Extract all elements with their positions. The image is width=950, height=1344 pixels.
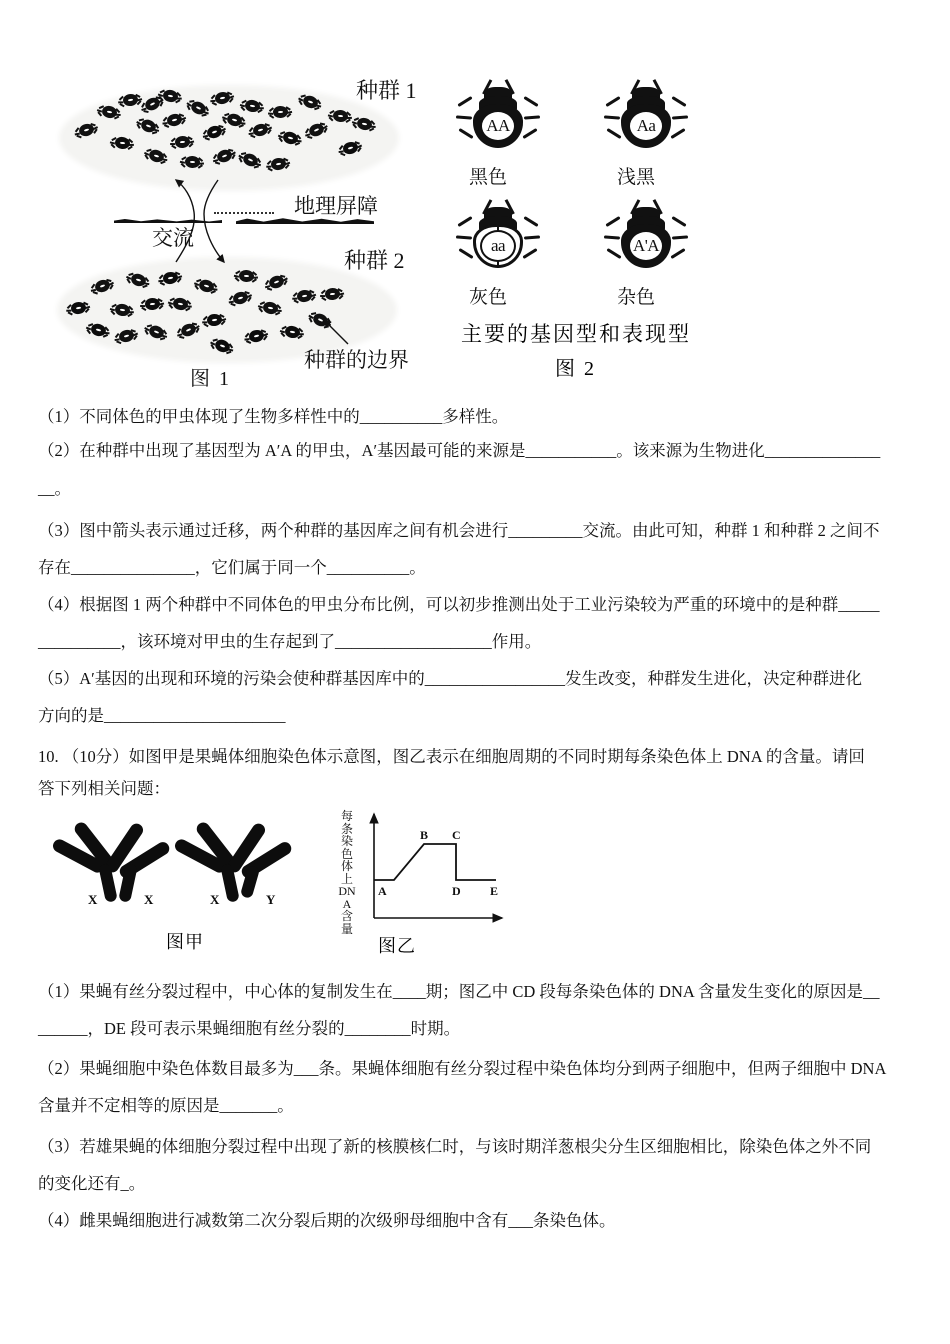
beetle-icon: [113, 136, 131, 150]
beetle-icon: [243, 99, 262, 113]
figure-yi-caption: 图乙: [378, 936, 416, 956]
chart-point-label-B: B: [420, 828, 429, 842]
genotype-label: AA: [480, 110, 516, 142]
chart-point-label-C: C: [452, 828, 461, 842]
figure-1-caption: 图 1: [190, 368, 231, 390]
question-10-1: （1）果蝇有丝分裂过程中，中心体的复制发生在____期；图乙中 CD 段每条染色体的 DNA 含量发生变化的原因是__: [38, 982, 880, 1001]
figure-block-top: [0, 62, 950, 392]
label-population-1: 种群 1: [356, 78, 417, 103]
chart-data-line: [374, 844, 496, 880]
beetle-icon: [238, 269, 256, 282]
question-9-3-cont: 存在_______________，它们属于同一个__________。: [38, 558, 426, 577]
question-9-3: （3）图中箭头表示通过迁移，两个种群的基因库之间有机会进行_________交流。由此可知，种群 1 和种群 2 之间不: [38, 521, 880, 540]
question-10-3-cont: 的变化还有_。: [38, 1174, 146, 1193]
question-10-stem: 10. （10分）如图甲是果蝇体细胞染色体示意图，图乙表示在细胞周期的不同时期每条染色体上 DNA 的含量。请回: [38, 747, 865, 766]
genotype-label: Aa: [628, 110, 664, 142]
question-9-4-cont: __________，该环境对甲虫的生存起到了___________________作用。: [38, 632, 542, 651]
karyotype-female-cell: [66, 808, 184, 916]
chart-point-label-A: A: [378, 884, 387, 898]
question-9-4: （4）根据图 1 两个种群中不同体色的甲虫分布比例，可以初步推测出处于工业污染较为严重的环境中的是种群_____: [38, 595, 880, 614]
figure-2-genotypes: [455, 78, 745, 390]
genotype-label: A'A: [628, 230, 664, 262]
beetle-icon: [331, 109, 349, 123]
phenotype-label: 浅黑: [617, 167, 656, 188]
beetle-genotype-Aa: [613, 78, 679, 156]
beetle-genotype-A-prime-A: [613, 198, 679, 276]
question-9-2-cont: __。: [38, 479, 71, 498]
figure-1-populations: [56, 62, 456, 392]
figure-2-caption: 主要的基因型和表现型: [461, 322, 691, 346]
beetle-genotype-aa: [465, 198, 531, 276]
question-10-2: （2）果蝇细胞中染色体数目最多为___条。果蝇体细胞有丝分裂过程中染色体均分到两子细胞中，但两子细胞中 DNA: [38, 1059, 887, 1078]
beetle-icon: [283, 325, 302, 339]
question-10-1-cont: ______，DE 段可表示果蝇细胞有丝分裂的________时期。: [38, 1019, 461, 1038]
sex-chromosome-label-left: X: [88, 892, 98, 907]
question-9-5-cont: 方向的是______________________: [38, 706, 286, 725]
question-9-2: （2）在种群中出现了基因型为 A′A 的甲虫，A′基因最可能的来源是___________。该来源为生物进化______________: [38, 441, 881, 460]
question-9-5: （5）A′基因的出现和环境的污染会使种群基因库中的_________________发生改变，种群发生进化，决定种群进化: [38, 669, 863, 688]
question-10-stem-cont: 答下列相关问题：: [38, 779, 170, 798]
figure-jia-karyotype: [62, 808, 322, 966]
sex-chromosome-label-right: Y: [266, 892, 276, 907]
sex-chromosome-label-left: X: [210, 892, 220, 907]
chart-y-axis-label: 每条染色体上DNA含量: [338, 809, 356, 936]
karyotype-male-cell: [188, 808, 306, 916]
question-10-2-cont: 含量并不定相等的原因是_______。: [38, 1096, 294, 1115]
label-population-boundary: 种群的边界: [304, 348, 409, 372]
beetle-icon: [121, 93, 140, 107]
chart-plot-area: [360, 808, 510, 930]
phenotype-label: 黑色: [469, 167, 508, 188]
figure-block-bottom: [0, 808, 950, 966]
question-10-4: （4）雌果蝇细胞进行减数第二次分裂后期的次级卵母细胞中含有___条染色体。: [38, 1211, 616, 1230]
question-9-1: （1）不同体色的甲虫体现了生物多样性中的__________多样性。: [38, 407, 509, 426]
question-10-3: （3）若雄果蝇的体细胞分裂过程中出现了新的核膜核仁时，与该时期洋葱根尖分生区细胞相比，除染色体之外不同: [38, 1137, 872, 1156]
label-geographic-barrier: 地理屏障: [294, 194, 378, 218]
beetle-genotype-AA: [465, 78, 531, 156]
label-population-2: 种群 2: [344, 248, 405, 273]
beetle-icon: [184, 155, 202, 168]
beetle-icon: [323, 287, 341, 301]
phenotype-label: 灰色: [469, 287, 508, 308]
beetle-icon: [113, 303, 132, 317]
sex-chromosome-label-right: X: [144, 892, 154, 907]
figure-jia-caption: 图甲: [166, 932, 204, 952]
beetle-icon: [205, 313, 224, 327]
beetle-icon: [143, 297, 161, 311]
chart-svg: [360, 808, 510, 930]
figure-2-number: 图 2: [555, 358, 596, 380]
label-gene-flow: 交流: [152, 226, 194, 250]
chart-point-label-D: D: [452, 884, 461, 898]
beetle-icon: [272, 105, 290, 118]
beetle-icon: [173, 135, 191, 149]
phenotype-label: 杂色: [617, 287, 656, 308]
figure-yi-chart: [336, 808, 516, 966]
genotype-label: aa: [480, 230, 516, 262]
chart-point-label-E: E: [490, 884, 499, 898]
